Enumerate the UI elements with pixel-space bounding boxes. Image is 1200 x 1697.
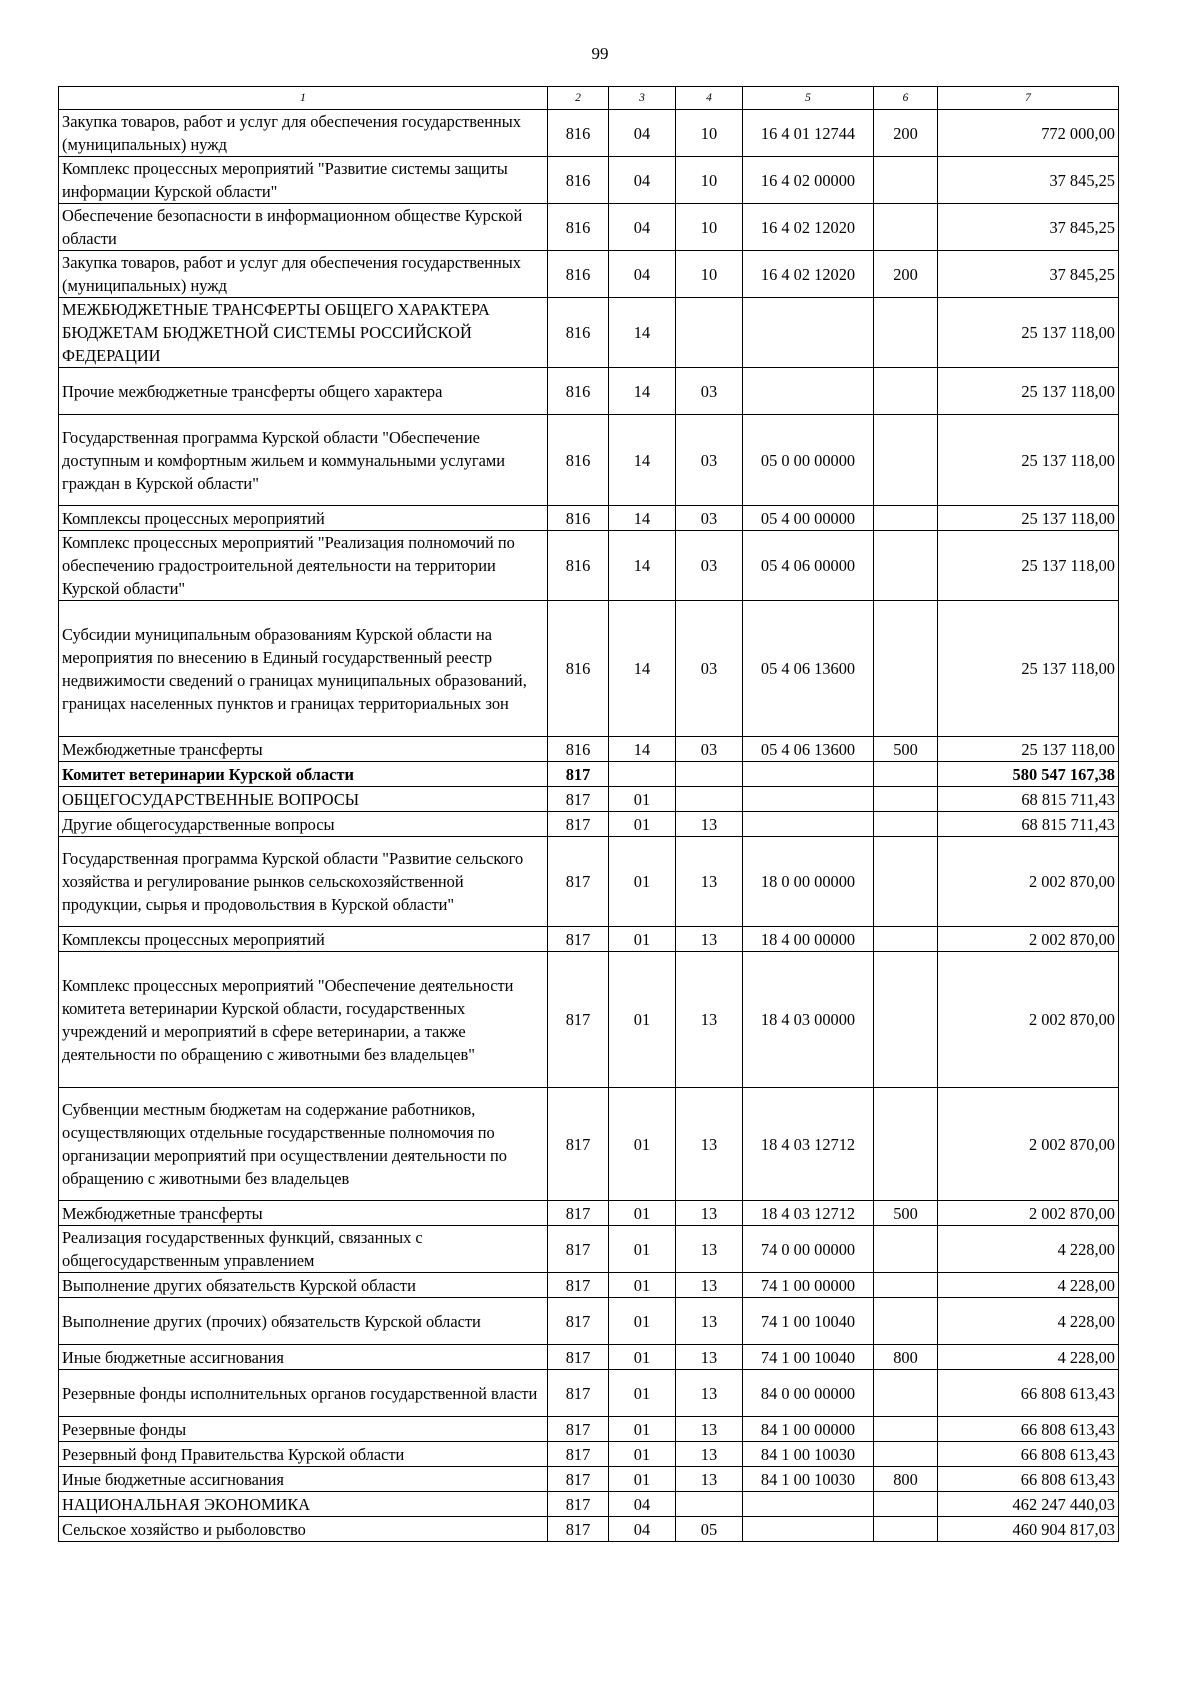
target-article-code: 84 1 00 00000: [743, 1417, 874, 1442]
expense-type-code: [874, 1273, 938, 1298]
table-row: [59, 952, 1119, 1088]
section-code: 01: [609, 1345, 676, 1370]
ministry-code: 817: [548, 1492, 609, 1517]
expense-type-code: [874, 368, 938, 415]
ministry-code: 817: [548, 787, 609, 812]
table-row: [59, 204, 1119, 251]
subsection-code: 03: [676, 415, 743, 506]
section-code: 14: [609, 415, 676, 506]
ministry-code: 817: [548, 1517, 609, 1542]
ministry-code: 816: [548, 298, 609, 368]
subsection-code: 13: [676, 837, 743, 927]
section-code: 14: [609, 298, 676, 368]
expense-type-code: [874, 1517, 938, 1542]
section-code: 01: [609, 1467, 676, 1492]
item-name: Государственная программа Курской области "Обеспечение доступным и комфортным жильем и коммунальными услугами граждан в Курской области": [59, 415, 548, 506]
amount: 25 137 118,00: [938, 601, 1119, 737]
subsection-code: 05: [676, 1517, 743, 1542]
expense-type-code: [874, 204, 938, 251]
ministry-code: 817: [548, 1201, 609, 1226]
table-row: [59, 506, 1119, 531]
subsection-code: 13: [676, 1088, 743, 1201]
table-row: [59, 1492, 1119, 1517]
target-article-code: 84 0 00 00000: [743, 1370, 874, 1417]
item-name: ОБЩЕГОСУДАРСТВЕННЫЕ ВОПРОСЫ: [59, 787, 548, 812]
section-code: 04: [609, 1517, 676, 1542]
table-row: [59, 927, 1119, 952]
target-article-code: 05 4 06 00000: [743, 531, 874, 601]
target-article-code: 18 4 03 00000: [743, 952, 874, 1088]
amount: 25 137 118,00: [938, 368, 1119, 415]
amount: 37 845,25: [938, 204, 1119, 251]
amount: 25 137 118,00: [938, 298, 1119, 368]
target-article-code: 18 4 03 12712: [743, 1088, 874, 1201]
item-name: Межбюджетные трансферты: [59, 1201, 548, 1226]
ministry-code: 816: [548, 157, 609, 204]
section-code: 01: [609, 1298, 676, 1345]
table-row: [59, 1517, 1119, 1542]
ministry-code: 816: [548, 506, 609, 531]
amount: 2 002 870,00: [938, 1201, 1119, 1226]
target-article-code: [743, 1492, 874, 1517]
item-name: Комплексы процессных мероприятий: [59, 506, 548, 531]
target-article-code: 16 4 02 12020: [743, 251, 874, 298]
item-name: Субвенции местным бюджетам на содержание работников, осуществляющих отдельные государственные полномочия по организации мероприятий при осуществлении деятельности по обращению с животными без владельцев: [59, 1088, 548, 1201]
item-name: Резервные фонды исполнительных органов государственной власти: [59, 1370, 548, 1417]
item-name: Комитет ветеринарии Курской области: [59, 762, 548, 787]
amount: 462 247 440,03: [938, 1492, 1119, 1517]
subsection-code: [676, 787, 743, 812]
ministry-code: 816: [548, 368, 609, 415]
amount: 2 002 870,00: [938, 927, 1119, 952]
item-name: Закупка товаров, работ и услуг для обеспечения государственных (муниципальных) нужд: [59, 251, 548, 298]
target-article-code: 16 4 02 12020: [743, 204, 874, 251]
table-row: [59, 415, 1119, 506]
section-code: 01: [609, 1088, 676, 1201]
table-row: [59, 601, 1119, 737]
amount: 460 904 817,03: [938, 1517, 1119, 1542]
expense-type-code: [874, 415, 938, 506]
item-name: Межбюджетные трансферты: [59, 737, 548, 762]
expense-type-code: [874, 1370, 938, 1417]
subsection-code: 03: [676, 531, 743, 601]
target-article-code: 05 4 00 00000: [743, 506, 874, 531]
amount: 2 002 870,00: [938, 952, 1119, 1088]
target-article-code: [743, 368, 874, 415]
ministry-code: 816: [548, 415, 609, 506]
item-name: Иные бюджетные ассигнования: [59, 1467, 548, 1492]
expense-type-code: [874, 1442, 938, 1467]
subsection-code: 10: [676, 157, 743, 204]
section-code: 01: [609, 837, 676, 927]
target-article-code: 18 0 00 00000: [743, 837, 874, 927]
table-row: [59, 298, 1119, 368]
amount: 25 137 118,00: [938, 506, 1119, 531]
expense-type-code: 500: [874, 737, 938, 762]
target-article-code: 74 1 00 00000: [743, 1273, 874, 1298]
expense-type-code: [874, 787, 938, 812]
expense-type-code: [874, 762, 938, 787]
ministry-code: 817: [548, 1226, 609, 1273]
target-article-code: [743, 762, 874, 787]
subsection-code: 13: [676, 1226, 743, 1273]
section-code: 01: [609, 952, 676, 1088]
subsection-code: 13: [676, 927, 743, 952]
table-row: [59, 1417, 1119, 1442]
target-article-code: 05 4 06 13600: [743, 601, 874, 737]
item-name: Резервный фонд Правительства Курской области: [59, 1442, 548, 1467]
ministry-code: 816: [548, 204, 609, 251]
target-article-code: 18 4 03 12712: [743, 1201, 874, 1226]
subsection-code: [676, 762, 743, 787]
target-article-code: [743, 787, 874, 812]
subsection-code: 10: [676, 251, 743, 298]
table-row: [59, 1370, 1119, 1417]
subsection-code: 10: [676, 204, 743, 251]
subsection-code: 10: [676, 110, 743, 157]
amount: 25 137 118,00: [938, 531, 1119, 601]
table-row: [59, 1088, 1119, 1201]
target-article-code: [743, 1517, 874, 1542]
expense-type-code: [874, 601, 938, 737]
section-code: 01: [609, 1273, 676, 1298]
target-article-code: [743, 812, 874, 837]
amount: 2 002 870,00: [938, 1088, 1119, 1201]
ministry-code: 817: [548, 837, 609, 927]
amount: 4 228,00: [938, 1226, 1119, 1273]
subsection-code: 03: [676, 368, 743, 415]
section-code: 04: [609, 110, 676, 157]
section-code: 01: [609, 1442, 676, 1467]
item-name: Комплексы процессных мероприятий: [59, 927, 548, 952]
expense-type-code: [874, 837, 938, 927]
section-code: 04: [609, 157, 676, 204]
subsection-code: 03: [676, 601, 743, 737]
ministry-code: 816: [548, 531, 609, 601]
subsection-code: 13: [676, 1201, 743, 1226]
amount: 2 002 870,00: [938, 837, 1119, 927]
table-row: [59, 110, 1119, 157]
item-name: Государственная программа Курской области "Развитие сельского хозяйства и регулирование рынков сельскохозяйственной продукции, сырья и продовольствия в Курской области": [59, 837, 548, 927]
table-row: [59, 251, 1119, 298]
item-name: Комплекс процессных мероприятий "Реализация полномочий по обеспечению градостроительной деятельности на территории Курской области": [59, 531, 548, 601]
item-name: Обеспечение безопасности в информационном обществе Курской области: [59, 204, 548, 251]
ministry-code: 817: [548, 952, 609, 1088]
subsection-code: 13: [676, 1370, 743, 1417]
item-name: Субсидии муниципальным образованиям Курской области на мероприятия по внесению в Единый государственный реестр недвижимости сведений о границах муниципальных образований, границах населенных пунктов и границах территориальных зон: [59, 601, 548, 737]
section-code: 01: [609, 812, 676, 837]
expense-type-code: 200: [874, 110, 938, 157]
item-name: Прочие межбюджетные трансферты общего характера: [59, 368, 548, 415]
subsection-code: [676, 298, 743, 368]
section-code: 04: [609, 204, 676, 251]
expense-type-code: 500: [874, 1201, 938, 1226]
column-number: 3: [609, 87, 676, 110]
amount: 66 808 613,43: [938, 1417, 1119, 1442]
table-row: [59, 1467, 1119, 1492]
expense-type-code: [874, 506, 938, 531]
ministry-code: 816: [548, 601, 609, 737]
subsection-code: 13: [676, 1345, 743, 1370]
table-row: [59, 837, 1119, 927]
section-code: 01: [609, 1201, 676, 1226]
expense-type-code: [874, 531, 938, 601]
item-name: МЕЖБЮДЖЕТНЫЕ ТРАНСФЕРТЫ ОБЩЕГО ХАРАКТЕРА БЮДЖЕТАМ БЮДЖЕТНОЙ СИСТЕМЫ РОССИЙСКОЙ ФЕДЕРАЦИИ: [59, 298, 548, 368]
column-number: 7: [938, 87, 1119, 110]
table-row: [59, 1298, 1119, 1345]
amount: 68 815 711,43: [938, 787, 1119, 812]
subsection-code: 13: [676, 1442, 743, 1467]
table-row: [59, 1201, 1119, 1226]
section-code: 04: [609, 1492, 676, 1517]
expense-type-code: 800: [874, 1345, 938, 1370]
amount: 37 845,25: [938, 157, 1119, 204]
section-code: 01: [609, 787, 676, 812]
subsection-code: 03: [676, 737, 743, 762]
section-code: 01: [609, 1226, 676, 1273]
expense-type-code: [874, 812, 938, 837]
section-code: 01: [609, 1370, 676, 1417]
ministry-code: 817: [548, 927, 609, 952]
ministry-code: 817: [548, 1370, 609, 1417]
table-row: [59, 368, 1119, 415]
target-article-code: 16 4 02 00000: [743, 157, 874, 204]
expense-type-code: [874, 1492, 938, 1517]
amount: 66 808 613,43: [938, 1370, 1119, 1417]
amount: 37 845,25: [938, 251, 1119, 298]
item-name: Резервные фонды: [59, 1417, 548, 1442]
expense-type-code: [874, 927, 938, 952]
target-article-code: 05 0 00 00000: [743, 415, 874, 506]
ministry-code: 817: [548, 762, 609, 787]
item-name: Комплекс процессных мероприятий "Обеспечение деятельности комитета ветеринарии Курской области, государственных учреждений и мероприятий в сфере ветеринарии, а также деятельности по обращению с животными без владельцев": [59, 952, 548, 1088]
table-row: [59, 812, 1119, 837]
table-row: [59, 1345, 1119, 1370]
expense-type-code: [874, 1417, 938, 1442]
table-row: [59, 762, 1119, 787]
subsection-code: 13: [676, 1298, 743, 1345]
ministry-code: 817: [548, 1442, 609, 1467]
subsection-code: 13: [676, 1417, 743, 1442]
expense-type-code: [874, 157, 938, 204]
column-number: 5: [743, 87, 874, 110]
target-article-code: [743, 298, 874, 368]
ministry-code: 817: [548, 1467, 609, 1492]
section-code: 04: [609, 251, 676, 298]
target-article-code: 74 1 00 10040: [743, 1298, 874, 1345]
ministry-code: 817: [548, 1417, 609, 1442]
ministry-code: 817: [548, 812, 609, 837]
table-row: [59, 1442, 1119, 1467]
subsection-code: 13: [676, 812, 743, 837]
subsection-code: 13: [676, 1467, 743, 1492]
amount: 4 228,00: [938, 1345, 1119, 1370]
column-number: 1: [59, 87, 548, 110]
table-row: [59, 157, 1119, 204]
ministry-code: 816: [548, 110, 609, 157]
item-name: Комплекс процессных мероприятий "Развитие системы защиты информации Курской области": [59, 157, 548, 204]
item-name: Выполнение других (прочих) обязательств Курской области: [59, 1298, 548, 1345]
amount: 4 228,00: [938, 1273, 1119, 1298]
budget-table: [58, 86, 1119, 1542]
amount: 772 000,00: [938, 110, 1119, 157]
expense-type-code: 200: [874, 251, 938, 298]
subsection-code: 13: [676, 1273, 743, 1298]
section-code: 01: [609, 927, 676, 952]
expense-type-code: [874, 298, 938, 368]
target-article-code: 18 4 00 00000: [743, 927, 874, 952]
ministry-code: 816: [548, 737, 609, 762]
amount: 25 137 118,00: [938, 737, 1119, 762]
item-name: Выполнение других обязательств Курской области: [59, 1273, 548, 1298]
amount: 66 808 613,43: [938, 1442, 1119, 1467]
target-article-code: 16 4 01 12744: [743, 110, 874, 157]
table-row: [59, 1226, 1119, 1273]
item-name: Закупка товаров, работ и услуг для обеспечения государственных (муниципальных) нужд: [59, 110, 548, 157]
item-name: НАЦИОНАЛЬНАЯ ЭКОНОМИКА: [59, 1492, 548, 1517]
column-number-row: [59, 87, 1119, 110]
table-row: [59, 737, 1119, 762]
expense-type-code: 800: [874, 1467, 938, 1492]
item-name: Другие общегосударственные вопросы: [59, 812, 548, 837]
amount: 25 137 118,00: [938, 415, 1119, 506]
column-number: 2: [548, 87, 609, 110]
amount: 4 228,00: [938, 1298, 1119, 1345]
target-article-code: 74 0 00 00000: [743, 1226, 874, 1273]
target-article-code: 74 1 00 10040: [743, 1345, 874, 1370]
subsection-code: 13: [676, 952, 743, 1088]
subsection-code: 03: [676, 506, 743, 531]
section-code: 14: [609, 506, 676, 531]
section-code: 14: [609, 601, 676, 737]
section-code: 14: [609, 368, 676, 415]
target-article-code: 84 1 00 10030: [743, 1467, 874, 1492]
section-code: 01: [609, 1417, 676, 1442]
ministry-code: 817: [548, 1345, 609, 1370]
table-row: [59, 1273, 1119, 1298]
ministry-code: 817: [548, 1088, 609, 1201]
amount: 68 815 711,43: [938, 812, 1119, 837]
section-code: [609, 762, 676, 787]
item-name: Сельское хозяйство и рыболовство: [59, 1517, 548, 1542]
table-row: [59, 531, 1119, 601]
expense-type-code: [874, 1226, 938, 1273]
expense-type-code: [874, 1298, 938, 1345]
target-article-code: 84 1 00 10030: [743, 1442, 874, 1467]
section-code: 14: [609, 531, 676, 601]
ministry-code: 816: [548, 251, 609, 298]
section-code: 14: [609, 737, 676, 762]
ministry-code: 817: [548, 1298, 609, 1345]
ministry-code: 817: [548, 1273, 609, 1298]
table-row: [59, 787, 1119, 812]
column-number: 4: [676, 87, 743, 110]
column-number: 6: [874, 87, 938, 110]
page-number: 99: [591, 44, 609, 63]
item-name: Иные бюджетные ассигнования: [59, 1345, 548, 1370]
expense-type-code: [874, 952, 938, 1088]
target-article-code: 05 4 06 13600: [743, 737, 874, 762]
amount: 66 808 613,43: [938, 1467, 1119, 1492]
expense-type-code: [874, 1088, 938, 1201]
amount: 580 547 167,38: [938, 762, 1119, 787]
subsection-code: [676, 1492, 743, 1517]
item-name: Реализация государственных функций, связанных с общегосударственным управлением: [59, 1226, 548, 1273]
